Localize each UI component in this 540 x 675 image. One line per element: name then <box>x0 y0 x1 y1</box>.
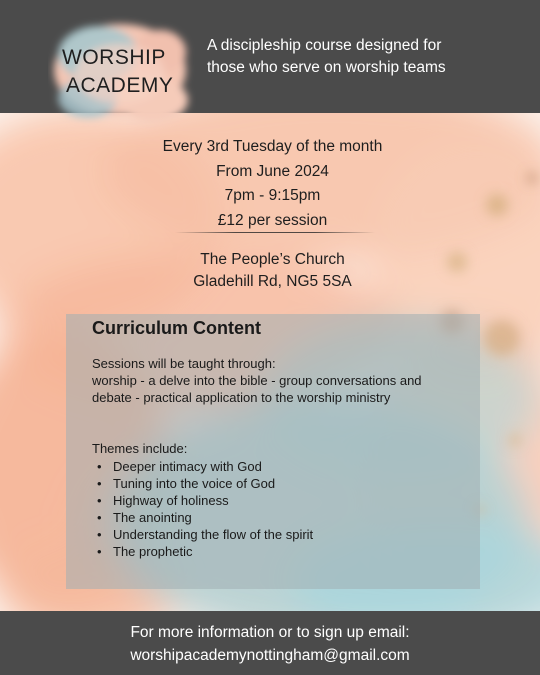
list-item: • The anointing <box>92 509 313 526</box>
logo-line-1: WORSHIP <box>62 46 166 69</box>
list-item: • Highway of holiness <box>92 492 313 509</box>
themes-label: Themes include: <box>92 441 188 456</box>
schedule-time: 7pm - 9:15pm <box>224 187 321 204</box>
list-item: • The prophetic <box>92 543 313 560</box>
tagline <box>207 35 527 79</box>
schedule-frequency: Every 3rd Tuesday of the month <box>162 138 383 155</box>
tagline-line-2: those who serve on worship teams <box>207 59 446 76</box>
schedule-price: £12 per session <box>217 211 328 229</box>
curriculum-title: Curriculum Content <box>92 318 261 338</box>
schedule-info <box>140 135 405 233</box>
curriculum-intro <box>92 355 472 406</box>
venue-info <box>160 249 385 293</box>
venue-name: The People’s Church <box>200 251 345 268</box>
venue-address: Gladehill Rd, NG5 5SA <box>193 273 352 290</box>
logo-line-2: ACADEMY <box>66 74 174 97</box>
divider <box>175 232 375 233</box>
logo-wordmark <box>62 44 192 100</box>
intro-line-1: Sessions will be taught through: <box>92 356 276 371</box>
list-item: • Deeper intimacy with God <box>92 458 313 475</box>
tagline-line-1: A discipleship course designed for <box>207 37 442 54</box>
themes-list <box>92 458 313 560</box>
intro-line-2: worship - a delve into the bible - group conversations and <box>92 373 422 388</box>
footer-line-1: For more information or to sign up email: <box>130 624 410 641</box>
footer-contact <box>0 621 540 667</box>
list-item: • Understanding the flow of the spirit <box>92 526 313 543</box>
schedule-start: From June 2024 <box>216 162 329 180</box>
contact-email: worshipacademynottingham@gmail.com <box>130 647 410 664</box>
list-item: • Tuning into the voice of God <box>92 475 313 492</box>
intro-line-3: debate - practical application to the worship ministry <box>92 390 391 405</box>
